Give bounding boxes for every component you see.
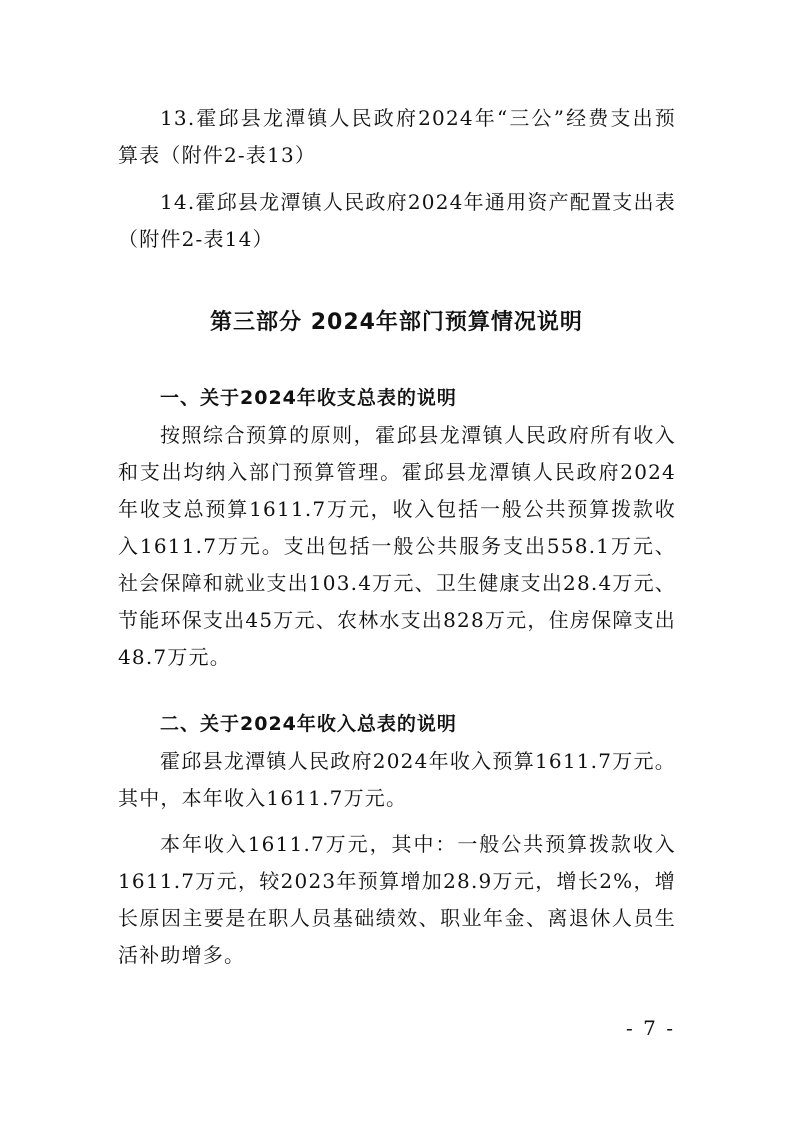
section-1-heading: 一、关于2024年收支总表的说明 bbox=[160, 387, 457, 409]
section-2-paragraph-2: 本年收入1611.7万元，其中：一般公共预算拨款收入1611.7万元，较2023年预算增加28.9万元，增长2%，增长原因主要是在职人员基础绩效、职业年金、离退休人员生活补助增多。 bbox=[118, 832, 676, 967]
page-number: - 7 - bbox=[626, 1016, 675, 1040]
list-item-13: 13.霍邱县龙潭镇人民政府2024年“三公”经费支出预算表（附件2-表13） bbox=[118, 106, 676, 167]
section-2-paragraph-1: 霍邱县龙潭镇人民政府2024年收入预算1611.7万元。其中，本年收入1611.7万元。 bbox=[118, 749, 676, 810]
section-1-body: 按照综合预算的原则，霍邱县龙潭镇人民政府所有收入和支出均纳入部门预算管理。霍邱县龙潭镇人民政府2024年收支总预算1611.7万元，收入包括一般公共预算拨款收入1611.7万元。支出包括一般公共服务支出558.1万元、社会保障和就业支出103.4万元、卫生健康支出28.4万元、节能环保支出45万元、农林水支出828万元，住房保障支出48.7万元。 bbox=[118, 423, 676, 669]
part-title: 第三部分 2024年部门预算情况说明 bbox=[210, 310, 583, 335]
list-item-14: 14.霍邱县龙潭镇人民政府2024年通用资产配置支出表（附件2-表14） bbox=[118, 190, 676, 251]
section-2-heading: 二、关于2024年收入总表的说明 bbox=[160, 713, 457, 735]
